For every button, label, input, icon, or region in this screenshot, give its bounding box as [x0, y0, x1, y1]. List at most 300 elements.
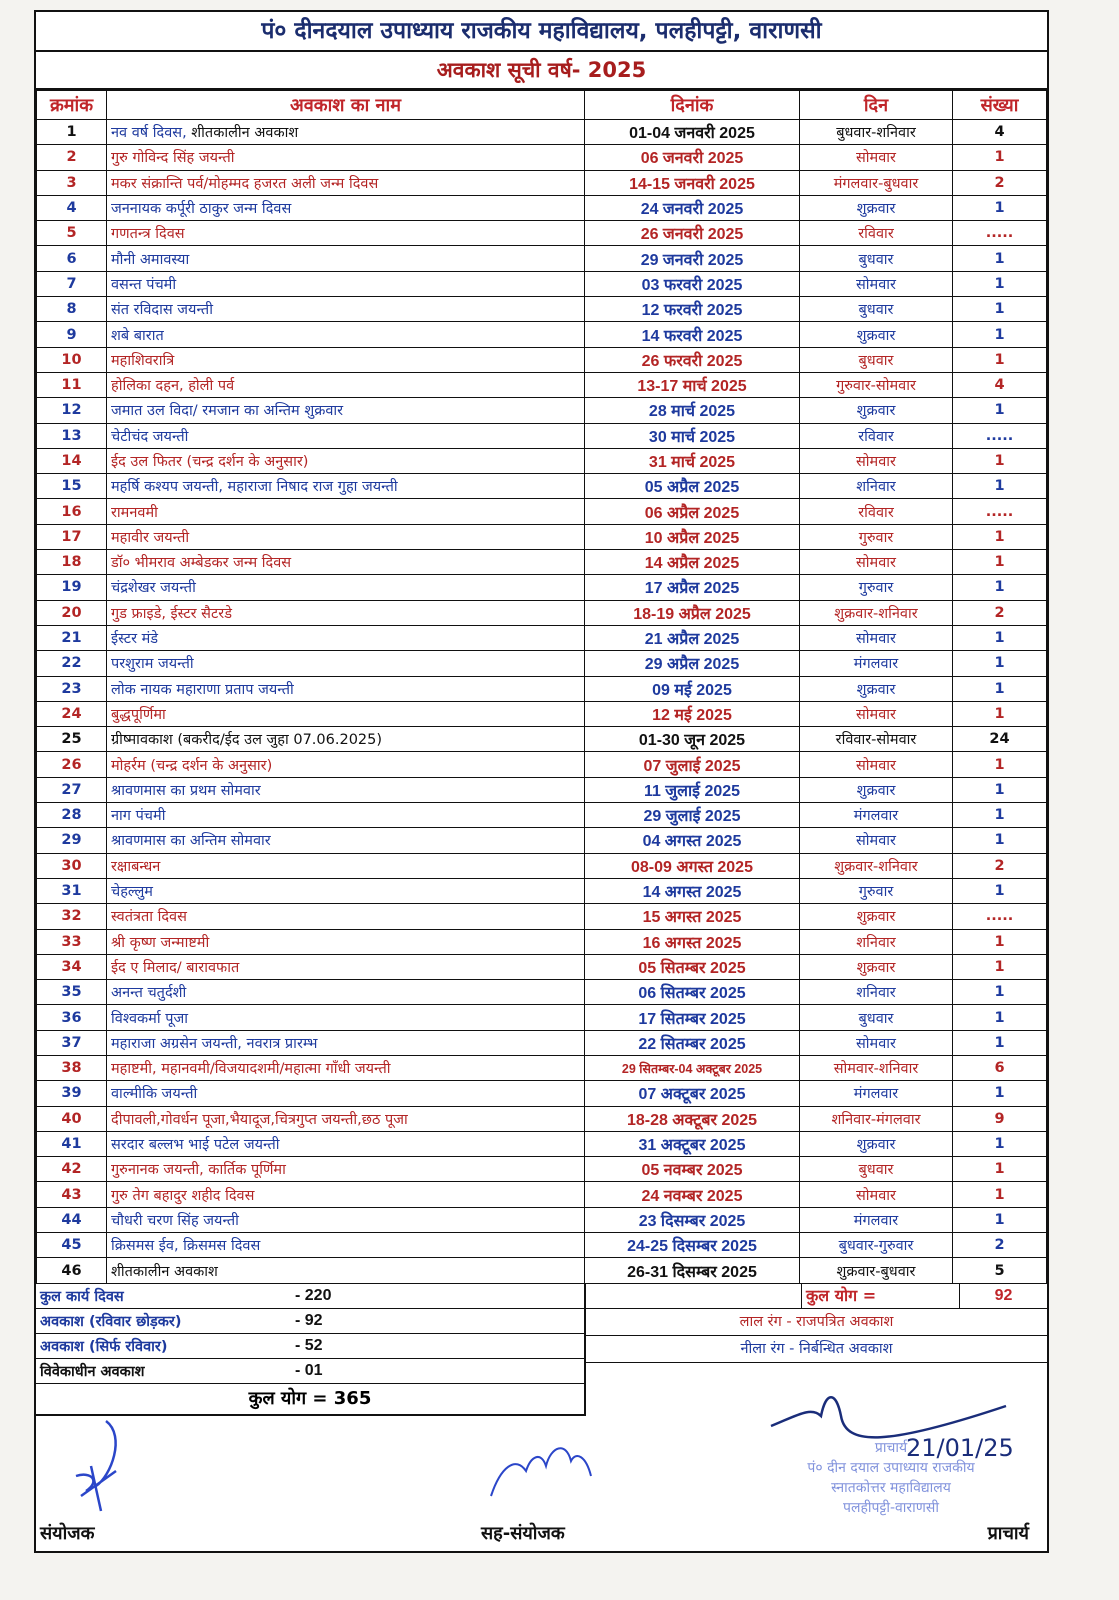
row-name [107, 170, 585, 195]
row-name-text: महावीर जयन्ती [111, 529, 190, 546]
row-date: 05 अप्रैल 2025 [585, 474, 800, 499]
row-day: सोमवार [800, 271, 953, 296]
holiday-total-value: 92 [994, 1286, 1013, 1304]
row-day: शुक्रवार-शनिवार [800, 600, 953, 625]
table-row [37, 828, 1047, 853]
row-name-text: ईस्टर मंडे [111, 631, 159, 648]
row-date: 18-19 अप्रैल 2025 [585, 600, 800, 625]
principal-stamp [756, 1438, 1026, 1518]
row-count: 9 [953, 1106, 1047, 1131]
row-name [107, 1233, 585, 1258]
row-date: 31 मार्च 2025 [585, 448, 800, 473]
row-count: ..... [953, 423, 1047, 448]
row-date: 16 अगस्त 2025 [585, 929, 800, 954]
row-serial: 44 [37, 1207, 107, 1232]
row-serial: 40 [37, 1106, 107, 1131]
row-date: 06 सितम्बर 2025 [585, 980, 800, 1005]
row-serial: 43 [37, 1182, 107, 1207]
row-count: 1 [953, 1131, 1047, 1156]
row-date: 26-31 दिसम्बर 2025 [585, 1258, 800, 1283]
row-day: सोमवार [800, 145, 953, 170]
table-row [37, 752, 1047, 777]
row-day: बुधवार [800, 1005, 953, 1030]
row-serial: 7 [37, 271, 107, 296]
row-serial: 14 [37, 448, 107, 473]
row-count: 4 [953, 372, 1047, 397]
row-name [107, 752, 585, 777]
row-day: शुक्रवार-बुधवार [800, 1258, 953, 1283]
col-header-day: दिन [800, 91, 953, 120]
row-name [107, 1081, 585, 1106]
row-name-text: गुरु गोविन्द सिंह जयन्ती [111, 150, 235, 167]
row-date: 22 सितम्बर 2025 [585, 1030, 800, 1055]
row-day: सोमवार [800, 752, 953, 777]
row-date: 29 सितम्बर-04 अक्टूबर 2025 [585, 1055, 800, 1080]
row-serial: 3 [37, 170, 107, 195]
row-name-text: श्रावणमास का प्रथम सोमवार [111, 782, 261, 799]
row-name-text: जमात उल विदा/ रमजान का अन्तिम शुक्रवार [111, 403, 344, 420]
row-date: 12 फरवरी 2025 [585, 297, 800, 322]
row-name-text: गुरुनानक जयन्ती, कार्तिक पूर्णिमा [111, 1162, 286, 1179]
row-day: गुरुवार-सोमवार [800, 372, 953, 397]
row-day: बुधवार [800, 246, 953, 271]
summary-label: अवकाश (रविवार छोड़कर) [40, 1313, 182, 1330]
row-count: 1 [953, 1207, 1047, 1232]
row-count: 1 [953, 1182, 1047, 1207]
row-day: रविवार-सोमवार [800, 727, 953, 752]
row-name [107, 625, 585, 650]
row-day: बुधवार [800, 347, 953, 372]
row-count: 1 [953, 878, 1047, 903]
summary-value: - 01 [295, 1361, 323, 1379]
summary-row [36, 1334, 584, 1359]
row-serial: 19 [37, 575, 107, 600]
row-serial: 26 [37, 752, 107, 777]
row-name-text: शीतकालीन अवकाश [186, 125, 299, 142]
row-name-text: जननायक कर्पूरी ठाकुर जन्म दिवस [111, 201, 292, 218]
row-serial: 32 [37, 904, 107, 929]
row-count: 1 [953, 246, 1047, 271]
row-date: 14 अगस्त 2025 [585, 878, 800, 903]
row-name-text: विश्वकर्मा पूजा [111, 1010, 188, 1027]
row-name-text: गणतन्त्र दिवस [111, 226, 185, 243]
table-row [37, 221, 1047, 246]
row-date: 23 दिसम्बर 2025 [585, 1207, 800, 1232]
row-name-text: महाराजा अग्रसेन जयन्ती, नवरात्र प्रारम्भ [111, 1035, 318, 1052]
row-name-text: शबे बारात [111, 327, 164, 344]
row-serial: 6 [37, 246, 107, 271]
table-row [37, 1055, 1047, 1080]
row-date: 09 मई 2025 [585, 676, 800, 701]
row-date: 21 अप्रैल 2025 [585, 625, 800, 650]
row-serial: 15 [37, 474, 107, 499]
row-date: 26 जनवरी 2025 [585, 221, 800, 246]
table-row [37, 676, 1047, 701]
row-date: 24 नवम्बर 2025 [585, 1182, 800, 1207]
col-header-date: दिनांक [585, 91, 800, 120]
row-serial: 5 [37, 221, 107, 246]
row-day: सोमवार [800, 625, 953, 650]
row-name [107, 1131, 585, 1156]
row-serial: 31 [37, 878, 107, 903]
row-count: 1 [953, 550, 1047, 575]
row-date: 17 अप्रैल 2025 [585, 575, 800, 600]
row-date: 24-25 दिसम्बर 2025 [585, 1233, 800, 1258]
row-count: 1 [953, 701, 1047, 726]
row-serial: 27 [37, 777, 107, 802]
row-count: 6 [953, 1055, 1047, 1080]
row-date: 29 जुलाई 2025 [585, 803, 800, 828]
row-name [107, 600, 585, 625]
row-serial: 2 [37, 145, 107, 170]
table-row [37, 1131, 1047, 1156]
row-count: ..... [953, 221, 1047, 246]
row-date: 06 अप्रैल 2025 [585, 499, 800, 524]
row-count: 1 [953, 651, 1047, 676]
row-date: 07 अक्टूबर 2025 [585, 1081, 800, 1106]
row-name-text: डॉ० भीमराव अम्बेडकर जन्म दिवस [111, 555, 292, 572]
row-name [107, 954, 585, 979]
row-count: 1 [953, 1081, 1047, 1106]
row-day: शुक्रवार [800, 1131, 953, 1156]
row-name-text: मौनी अमावस्या [111, 251, 190, 268]
row-count: ..... [953, 499, 1047, 524]
holiday-total-row [586, 1284, 1047, 1309]
table-row [37, 524, 1047, 549]
row-date: 11 जुलाई 2025 [585, 777, 800, 802]
row-day: रविवार [800, 499, 953, 524]
row-name-text: दीपावली,गोवर्धन पूजा,भैयादूज,चित्रगुप्त जयन्ती,छठ पूजा [111, 1111, 408, 1128]
row-name [107, 929, 585, 954]
row-name-text: अनन्त चतुर्दशी [111, 985, 187, 1002]
row-date: 03 फरवरी 2025 [585, 271, 800, 296]
row-day: मंगलवार [800, 651, 953, 676]
row-count: 1 [953, 625, 1047, 650]
list-title: अवकाश सूची वर्ष- 2025 [36, 52, 1047, 90]
summary-value: - 52 [295, 1336, 323, 1354]
row-serial: 38 [37, 1055, 107, 1080]
row-name [107, 701, 585, 726]
table-row [37, 803, 1047, 828]
row-date: 15 अगस्त 2025 [585, 904, 800, 929]
row-day: सोमवार-शनिवार [800, 1055, 953, 1080]
row-date: 28 मार्च 2025 [585, 398, 800, 423]
table-row [37, 853, 1047, 878]
row-day: शनिवार [800, 929, 953, 954]
holiday-list-sheet [34, 10, 1049, 1553]
row-serial: 22 [37, 651, 107, 676]
row-day: मंगलवार [800, 803, 953, 828]
row-name-text: चेहल्लुम [111, 884, 153, 901]
row-day: शुक्रवार [800, 676, 953, 701]
row-day: शनिवार-मंगलवार [800, 1106, 953, 1131]
table-row [37, 474, 1047, 499]
row-name-text: महर्षि कश्यप जयन्ती, महाराजा निषाद राज गुहा जयन्ती [111, 479, 398, 496]
row-day: गुरुवार [800, 575, 953, 600]
table-row [37, 271, 1047, 296]
row-day: सोमवार [800, 550, 953, 575]
stamp-line: प्राचार्य [874, 1439, 908, 1456]
row-name-text: रक्षाबन्धन [111, 858, 161, 875]
table-row [37, 1081, 1047, 1106]
row-count: 1 [953, 398, 1047, 423]
row-name [107, 828, 585, 853]
col-header-count: संख्या [953, 91, 1047, 120]
row-serial: 17 [37, 524, 107, 549]
row-name-text: सरदार बल्लभ भाई पटेल जयन्ती [111, 1137, 280, 1154]
row-day: सोमवार [800, 1182, 953, 1207]
row-name [107, 1055, 585, 1080]
table-row [37, 297, 1047, 322]
row-day: रविवार [800, 423, 953, 448]
row-date: 14 फरवरी 2025 [585, 322, 800, 347]
row-day: शुक्रवार [800, 777, 953, 802]
row-serial: 13 [37, 423, 107, 448]
row-name-text: होलिका दहन, होली पर्व [111, 378, 235, 395]
row-date: 29 अप्रैल 2025 [585, 651, 800, 676]
stamp-line: स्नातकोत्तर महाविद्यालय [831, 1479, 951, 1496]
row-count: 2 [953, 853, 1047, 878]
table-row [37, 1157, 1047, 1182]
row-serial: 42 [37, 1157, 107, 1182]
row-count: 5 [953, 1258, 1047, 1283]
row-name [107, 853, 585, 878]
row-name [107, 1258, 585, 1283]
row-serial: 1 [37, 120, 107, 145]
row-serial: 16 [37, 499, 107, 524]
convener-signature-icon [56, 1416, 136, 1516]
row-name-text: चंद्रशेखर जयन्ती [111, 580, 196, 597]
summary-left [36, 1284, 586, 1416]
convener-label: संयोजक [40, 1522, 95, 1544]
row-date: 31 अक्टूबर 2025 [585, 1131, 800, 1156]
row-serial: 12 [37, 398, 107, 423]
row-date: 18-28 अक्टूबर 2025 [585, 1106, 800, 1131]
row-serial: 33 [37, 929, 107, 954]
row-name-prefix: नव वर्ष दिवस, [111, 125, 187, 142]
row-date: 29 जनवरी 2025 [585, 246, 800, 271]
row-day: बुधवार [800, 1157, 953, 1182]
row-count: 1 [953, 297, 1047, 322]
row-name [107, 1005, 585, 1030]
stamp-line: पलहीपट्टी-वाराणसी [843, 1499, 939, 1516]
row-day: सोमवार [800, 448, 953, 473]
table-row [37, 777, 1047, 802]
row-count: 1 [953, 195, 1047, 220]
table-row [37, 322, 1047, 347]
row-name [107, 474, 585, 499]
row-name [107, 297, 585, 322]
row-name-text: क्रिसमस ईव, क्रिसमस दिवस [111, 1238, 261, 1255]
row-date: 06 जनवरी 2025 [585, 145, 800, 170]
row-date: 13-17 मार्च 2025 [585, 372, 800, 397]
row-count: 1 [953, 803, 1047, 828]
table-header-row [37, 91, 1047, 120]
row-name [107, 676, 585, 701]
row-serial: 28 [37, 803, 107, 828]
table-row [37, 980, 1047, 1005]
row-name-text: गुरु तेग बहादुर शहीद दिवस [111, 1187, 255, 1204]
row-name-text: संत रविदास जयन्ती [111, 302, 213, 319]
row-name [107, 423, 585, 448]
row-count: 1 [953, 777, 1047, 802]
row-count: 4 [953, 120, 1047, 145]
row-name-text: मकर संक्रान्ति पर्व/मोहम्मद हजरत अली जन्म दिवस [111, 175, 379, 192]
row-count: 1 [953, 1005, 1047, 1030]
row-name [107, 271, 585, 296]
signature-date: 21/01/25 [906, 1433, 1014, 1462]
holiday-table [36, 90, 1047, 1284]
row-serial: 45 [37, 1233, 107, 1258]
row-name [107, 372, 585, 397]
table-row [37, 1005, 1047, 1030]
row-count: 1 [953, 1157, 1047, 1182]
summary-row [36, 1309, 584, 1334]
row-serial: 29 [37, 828, 107, 853]
row-name-text: चौधरी चरण सिंह जयन्ती [111, 1212, 239, 1229]
row-date: 12 मई 2025 [585, 701, 800, 726]
row-day: रविवार [800, 221, 953, 246]
row-name-text: चेटीचंद जयन्ती [111, 428, 189, 445]
row-serial: 30 [37, 853, 107, 878]
table-row [37, 448, 1047, 473]
table-row [37, 904, 1047, 929]
row-name [107, 246, 585, 271]
row-date: 08-09 अगस्त 2025 [585, 853, 800, 878]
row-name [107, 980, 585, 1005]
row-count: 1 [953, 474, 1047, 499]
row-name-text: बुद्धपूर्णिमा [111, 706, 166, 723]
table-row [37, 600, 1047, 625]
row-day: मंगलवार [800, 1207, 953, 1232]
row-name [107, 524, 585, 549]
row-date: 07 जुलाई 2025 [585, 752, 800, 777]
row-count: 1 [953, 322, 1047, 347]
row-name-text: महाशिवरात्रि [111, 352, 175, 369]
row-date: 14-15 जनवरी 2025 [585, 170, 800, 195]
table-row [37, 1207, 1047, 1232]
row-date: 24 जनवरी 2025 [585, 195, 800, 220]
row-date: 04 अगस्त 2025 [585, 828, 800, 853]
row-serial: 39 [37, 1081, 107, 1106]
row-name [107, 1106, 585, 1131]
row-count: 1 [953, 271, 1047, 296]
row-serial: 25 [37, 727, 107, 752]
row-serial: 46 [37, 1258, 107, 1283]
row-name-text: श्री कृष्ण जन्माष्टमी [111, 934, 210, 951]
row-count: 1 [953, 752, 1047, 777]
holiday-total-label: कुल योग = [802, 1284, 960, 1308]
row-count: 1 [953, 954, 1047, 979]
col-header-serial: क्रमांक [37, 91, 107, 120]
row-date: 14 अप्रैल 2025 [585, 550, 800, 575]
summary-label: अवकाश (सिर्फ रविवार) [40, 1338, 168, 1355]
row-name [107, 904, 585, 929]
row-day: सोमवार [800, 828, 953, 853]
table-row [37, 120, 1047, 145]
row-name [107, 1157, 585, 1182]
row-name-text: शीतकालीन अवकाश [111, 1263, 218, 1280]
row-name [107, 803, 585, 828]
row-count: 1 [953, 347, 1047, 372]
summary-label: विवेकाधीन अवकाश [40, 1363, 145, 1380]
co-convener-label: सह-संयोजक [481, 1522, 565, 1544]
table-row [37, 1030, 1047, 1055]
row-count: 1 [953, 828, 1047, 853]
row-serial: 24 [37, 701, 107, 726]
row-name [107, 221, 585, 246]
row-count: 1 [953, 575, 1047, 600]
row-name-text: ईद ए मिलाद/ बारावफात [111, 959, 240, 976]
row-day: शुक्रवार [800, 954, 953, 979]
row-serial: 36 [37, 1005, 107, 1030]
row-name-text: ग्रीष्मावकाश (बकरीद/ईद उल जुहा 07.06.2025) [111, 732, 383, 749]
row-serial: 35 [37, 980, 107, 1005]
row-serial: 11 [37, 372, 107, 397]
row-date: 10 अप्रैल 2025 [585, 524, 800, 549]
table-row [37, 423, 1047, 448]
row-date: 05 नवम्बर 2025 [585, 1157, 800, 1182]
stamp-line: पं० दीन दयाल उपाध्याय राजकीय [807, 1459, 975, 1476]
row-name-text: गुड फ्राइडे, ईस्टर सैटरडे [111, 605, 232, 622]
row-count: 2 [953, 1233, 1047, 1258]
row-name [107, 575, 585, 600]
row-day: शुक्रवार [800, 322, 953, 347]
row-name [107, 777, 585, 802]
summary-value: - 220 [295, 1286, 332, 1304]
summary-row [36, 1284, 584, 1309]
row-count: 24 [953, 727, 1047, 752]
row-name-text: वसन्त पंचमी [111, 276, 177, 293]
signature-section [36, 1416, 1047, 1551]
row-name [107, 448, 585, 473]
row-serial: 23 [37, 676, 107, 701]
row-name-text: मोहर्रम (चन्द्र दर्शन के अनुसार) [111, 757, 273, 774]
table-body [37, 120, 1047, 1284]
row-name [107, 1182, 585, 1207]
table-row [37, 878, 1047, 903]
table-row [37, 929, 1047, 954]
row-name [107, 727, 585, 752]
table-row [37, 625, 1047, 650]
row-name [107, 145, 585, 170]
row-day: मंगलवार [800, 1081, 953, 1106]
row-count: 1 [953, 145, 1047, 170]
row-serial: 8 [37, 297, 107, 322]
row-name [107, 347, 585, 372]
row-name [107, 1207, 585, 1232]
row-date: 17 सितम्बर 2025 [585, 1005, 800, 1030]
row-name [107, 398, 585, 423]
row-serial: 41 [37, 1131, 107, 1156]
row-day: शुक्रवार-शनिवार [800, 853, 953, 878]
table-row [37, 954, 1047, 979]
row-name-text: नाग पंचमी [111, 808, 166, 825]
principal-label: प्राचार्य [987, 1522, 1029, 1544]
table-row [37, 347, 1047, 372]
summary-value: - 92 [295, 1311, 323, 1329]
row-count: 1 [953, 524, 1047, 549]
row-count: 1 [953, 980, 1047, 1005]
summary-label: कुल कार्य दिवस [40, 1288, 124, 1305]
row-name [107, 651, 585, 676]
table-row [37, 145, 1047, 170]
row-serial: 10 [37, 347, 107, 372]
row-serial: 20 [37, 600, 107, 625]
row-name-text: ईद उल फितर (चन्द्र दर्शन के अनुसार) [111, 454, 309, 470]
row-serial: 4 [37, 195, 107, 220]
row-name-text: श्रावणमास का अन्तिम सोमवार [111, 833, 271, 850]
